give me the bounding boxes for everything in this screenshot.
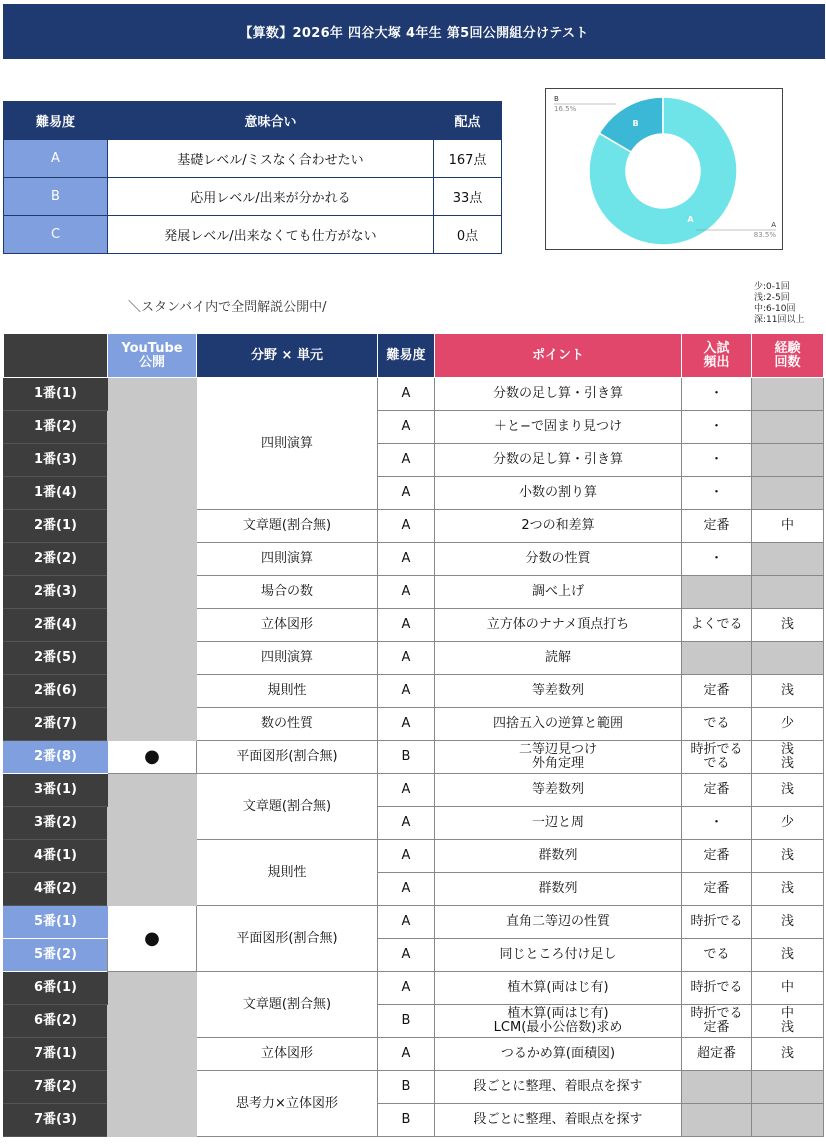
- question-number: 7番(3): [4, 1104, 108, 1137]
- experience-cell: [752, 378, 824, 411]
- difficulty-cell: A: [378, 972, 435, 1005]
- frequency-cell: 定番: [682, 840, 752, 873]
- point-cell: 植木算(両はじ有) LCM(最小公倍数)求め: [435, 1005, 682, 1038]
- unit-cell: 数の性質: [197, 708, 378, 741]
- point-cell: 調べ上げ: [435, 576, 682, 609]
- frequency-cell: [682, 576, 752, 609]
- experience-cell: 中: [752, 510, 824, 543]
- frequency-cell: [682, 1104, 752, 1137]
- experience-legend: [754, 282, 805, 326]
- experience-cell: 浅: [752, 774, 824, 807]
- difficulty-cell: A: [378, 543, 435, 576]
- unit-cell: 四則演算: [197, 543, 378, 576]
- callout-category-a: A: [771, 221, 776, 229]
- point-cell: つるかめ算(面積図): [435, 1038, 682, 1071]
- frequency-cell: ・: [682, 543, 752, 576]
- header-frequency: 入試 頻出: [682, 334, 752, 378]
- level-cell: C: [4, 216, 108, 254]
- difficulty-cell: A: [378, 444, 435, 477]
- difficulty-cell: A: [378, 675, 435, 708]
- frequency-cell: 時折でる: [682, 906, 752, 939]
- table-row: [4, 774, 824, 807]
- table-header: [4, 334, 824, 378]
- point-cell: 立方体のナナメ頂点打ち: [435, 609, 682, 642]
- question-number: 6番(1): [4, 972, 108, 1005]
- question-number: 3番(1): [4, 774, 108, 807]
- frequency-cell: 定番: [682, 873, 752, 906]
- question-number: 4番(1): [4, 840, 108, 873]
- frequency-cell: ・: [682, 807, 752, 840]
- difficulty-cell: A: [378, 708, 435, 741]
- meaning-cell: 応用レベル/出来が分かれる: [108, 178, 434, 216]
- callout-value-b: 16.5%: [554, 105, 577, 113]
- unit-cell: 文章題(割合無): [197, 510, 378, 543]
- level-cell: A: [4, 140, 108, 178]
- experience-cell: [752, 1071, 824, 1104]
- question-number: 2番(8): [4, 741, 108, 774]
- point-cell: 二等辺見つけ 外角定理: [435, 741, 682, 774]
- experience-cell: [752, 444, 824, 477]
- donut-chart-svg: [546, 89, 784, 251]
- point-cell: 分数の足し算・引き算: [435, 444, 682, 477]
- experience-cell: [752, 642, 824, 675]
- point-cell: 同じところ付け足し: [435, 939, 682, 972]
- point-cell: 植木算(両はじ有): [435, 972, 682, 1005]
- frequency-cell: 超定番: [682, 1038, 752, 1071]
- question-number: 6番(2): [4, 1005, 108, 1038]
- difficulty-cell: B: [378, 1071, 435, 1104]
- table-row: [4, 741, 824, 774]
- question-number: 2番(7): [4, 708, 108, 741]
- table-row: [4, 378, 824, 411]
- meaning-cell: 発展レベル/出来なくても仕方がない: [108, 216, 434, 254]
- point-cell: 分数の足し算・引き算: [435, 378, 682, 411]
- experience-cell: [752, 543, 824, 576]
- difficulty-cell: A: [378, 807, 435, 840]
- points-cell: 0点: [434, 216, 502, 254]
- point-cell: 読解: [435, 642, 682, 675]
- point-cell: 直角二等辺の性質: [435, 906, 682, 939]
- slice-label-b: B: [632, 118, 639, 128]
- meaning-cell: 基礎レベル/ミスなく合わせたい: [108, 140, 434, 178]
- unit-cell: 四則演算: [197, 642, 378, 675]
- table-row: [4, 972, 824, 1005]
- question-number: 7番(1): [4, 1038, 108, 1071]
- question-number: 2番(5): [4, 642, 108, 675]
- question-table: [3, 333, 824, 1137]
- difficulty-cell: A: [378, 1038, 435, 1071]
- unit-cell: 規則性: [197, 675, 378, 708]
- experience-cell: 中 浅: [752, 1005, 824, 1038]
- youtube-dot: ●: [108, 906, 197, 972]
- frequency-cell: 定番: [682, 774, 752, 807]
- unit-cell: 平面図形(割合無): [197, 906, 378, 972]
- header-meaning: 意味合い: [108, 102, 434, 140]
- point-cell: 等差数列: [435, 675, 682, 708]
- difficulty-cell: B: [378, 1104, 435, 1137]
- experience-cell: 中: [752, 972, 824, 1005]
- legend-item: 深:11回以上: [754, 315, 805, 325]
- question-number: 1番(4): [4, 477, 108, 510]
- points-cell: 167点: [434, 140, 502, 178]
- level-cell: B: [4, 178, 108, 216]
- point-cell: 段ごとに整理、着眼点を探す: [435, 1104, 682, 1137]
- legend-item: 少:0-1回: [754, 282, 790, 292]
- question-number: 7番(2): [4, 1071, 108, 1104]
- difficulty-cell: A: [378, 873, 435, 906]
- question-number: 1番(3): [4, 444, 108, 477]
- experience-cell: 少: [752, 708, 824, 741]
- difficulty-cell: A: [378, 378, 435, 411]
- unit-cell: 四則演算: [197, 378, 378, 510]
- unit-cell: 思考力×立体図形: [197, 1071, 378, 1137]
- experience-cell: 浅: [752, 840, 824, 873]
- difficulty-cell: A: [378, 609, 435, 642]
- difficulty-table: [3, 101, 502, 254]
- unit-cell: 文章題(割合無): [197, 774, 378, 840]
- donut-chart: [545, 88, 783, 250]
- frequency-cell: ・: [682, 411, 752, 444]
- experience-cell: [752, 1104, 824, 1137]
- difficulty-row-a: [4, 140, 502, 178]
- point-cell: 小数の割り算: [435, 477, 682, 510]
- question-number: 1番(2): [4, 411, 108, 444]
- legend-item: 中:6-10回: [754, 304, 796, 314]
- difficulty-row-c: [4, 216, 502, 254]
- frequency-cell: ・: [682, 444, 752, 477]
- frequency-cell: ・: [682, 378, 752, 411]
- point-cell: 等差数列: [435, 774, 682, 807]
- unit-cell: 規則性: [197, 840, 378, 906]
- experience-cell: 浅: [752, 609, 824, 642]
- experience-cell: 浅: [752, 939, 824, 972]
- frequency-cell: 時折でる 定番: [682, 1005, 752, 1038]
- unit-cell: 平面図形(割合無): [197, 741, 378, 774]
- experience-cell: [752, 411, 824, 444]
- question-number: 5番(2): [4, 939, 108, 972]
- question-number: 2番(2): [4, 543, 108, 576]
- header-difficulty: 難易度: [4, 102, 108, 140]
- slice-label-a: A: [687, 215, 694, 225]
- point-cell: 四捨五入の逆算と範囲: [435, 708, 682, 741]
- commentary-banner: ＼スタンバイ内で全問解説公開中/: [128, 300, 327, 315]
- header-youtube: YouTube 公開: [108, 334, 197, 378]
- header-point: ポイント: [435, 334, 682, 378]
- header-experience: 経験 回数: [752, 334, 824, 378]
- header-difficulty-col: 難易度: [378, 334, 435, 378]
- unit-cell: 文章題(割合無): [197, 972, 378, 1038]
- difficulty-cell: A: [378, 510, 435, 543]
- frequency-cell: 定番: [682, 675, 752, 708]
- frequency-cell: [682, 1071, 752, 1104]
- question-number: 3番(2): [4, 807, 108, 840]
- question-number: 4番(2): [4, 873, 108, 906]
- difficulty-row-b: [4, 178, 502, 216]
- unit-cell: 場合の数: [197, 576, 378, 609]
- header-points: 配点: [434, 102, 502, 140]
- difficulty-cell: A: [378, 477, 435, 510]
- point-cell: 段ごとに整理、着眼点を探す: [435, 1071, 682, 1104]
- frequency-cell: よくでる: [682, 609, 752, 642]
- frequency-cell: 時折でる: [682, 972, 752, 1005]
- question-number: 2番(3): [4, 576, 108, 609]
- frequency-cell: ・: [682, 477, 752, 510]
- difficulty-cell: A: [378, 576, 435, 609]
- callout-value-a: 83.5%: [753, 231, 776, 239]
- difficulty-cell: A: [378, 906, 435, 939]
- experience-cell: [752, 477, 824, 510]
- difficulty-cell: B: [378, 741, 435, 774]
- question-number: 2番(1): [4, 510, 108, 543]
- point-cell: 群数列: [435, 840, 682, 873]
- points-cell: 33点: [434, 178, 502, 216]
- legend-item: 浅:2-5回: [754, 293, 790, 303]
- difficulty-cell: B: [378, 1005, 435, 1038]
- experience-cell: 浅 浅: [752, 741, 824, 774]
- header-number: [4, 334, 108, 378]
- header-unit: 分野 × 単元: [197, 334, 378, 378]
- experience-cell: 浅: [752, 906, 824, 939]
- difficulty-cell: A: [378, 840, 435, 873]
- point-cell: 一辺と周: [435, 807, 682, 840]
- unit-cell: 立体図形: [197, 1038, 378, 1071]
- youtube-cell: [108, 378, 197, 741]
- point-cell: 分数の性質: [435, 543, 682, 576]
- frequency-cell: でる: [682, 708, 752, 741]
- youtube-cell: [108, 972, 197, 1137]
- youtube-cell: [108, 774, 197, 906]
- youtube-dot: ●: [108, 741, 197, 774]
- frequency-cell: 時折でる でる: [682, 741, 752, 774]
- experience-cell: [752, 576, 824, 609]
- point-cell: 群数列: [435, 873, 682, 906]
- table-row: [4, 906, 824, 939]
- frequency-cell: でる: [682, 939, 752, 972]
- question-number: 5番(1): [4, 906, 108, 939]
- experience-cell: 少: [752, 807, 824, 840]
- unit-cell: 立体図形: [197, 609, 378, 642]
- question-number: 2番(4): [4, 609, 108, 642]
- point-cell: ＋と−で固まり見つけ: [435, 411, 682, 444]
- experience-cell: 浅: [752, 873, 824, 906]
- question-number: 1番(1): [4, 378, 108, 411]
- difficulty-cell: A: [378, 774, 435, 807]
- difficulty-cell: A: [378, 939, 435, 972]
- callout-category-b: B: [554, 95, 559, 103]
- question-number: 2番(6): [4, 675, 108, 708]
- point-cell: 2つの和差算: [435, 510, 682, 543]
- page-title: 【算数】2026年 四谷大塚 4年生 第5回公開組分けテスト: [3, 4, 825, 59]
- difficulty-cell: A: [378, 642, 435, 675]
- experience-cell: 浅: [752, 1038, 824, 1071]
- difficulty-cell: A: [378, 411, 435, 444]
- experience-cell: 浅: [752, 675, 824, 708]
- frequency-cell: 定番: [682, 510, 752, 543]
- frequency-cell: [682, 642, 752, 675]
